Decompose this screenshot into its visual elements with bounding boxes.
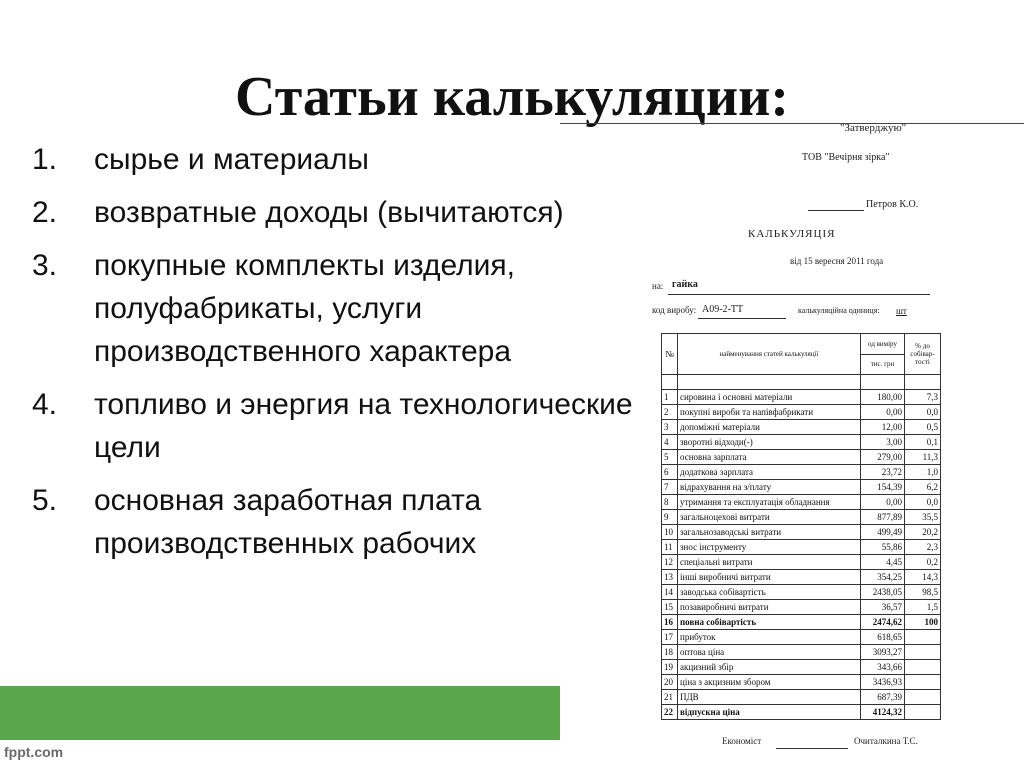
row-sum: 877,89 (861, 510, 905, 525)
row-name: позавиробничі витрати (678, 600, 861, 615)
table-row (662, 405, 941, 420)
code-label: код виробу: (652, 305, 697, 315)
row-sum: 2474,62 (861, 615, 905, 630)
table-row (662, 420, 941, 435)
row-number: 21 (662, 690, 678, 705)
row-pct (905, 675, 941, 690)
row-number: 8 (662, 495, 678, 510)
row-name: основна зарплата (678, 450, 861, 465)
signature-line (808, 210, 864, 211)
row-pct: 0,5 (905, 420, 941, 435)
row-name: ціна з акцизним збором (678, 675, 861, 690)
row-number: 13 (662, 570, 678, 585)
item-number: 2. (32, 196, 58, 229)
row-sum: 3436,93 (861, 675, 905, 690)
row-sum: 687,39 (861, 690, 905, 705)
row-number: 4 (662, 435, 678, 450)
table-row (662, 495, 941, 510)
row-name: відпускна ціна (678, 705, 861, 720)
row-sum: 55,86 (861, 540, 905, 555)
row-name: оптова ціна (678, 645, 861, 660)
row-pct (905, 705, 941, 720)
product-line (668, 294, 930, 295)
row-sum: 0,00 (861, 405, 905, 420)
table-row (662, 660, 941, 675)
row-number: 20 (662, 675, 678, 690)
row-number: 7 (662, 480, 678, 495)
row-pct: 14,3 (905, 570, 941, 585)
row-name: загальнозаводські витрати (678, 525, 861, 540)
header-name: найменування статей калькуляції (678, 334, 861, 375)
table-row (662, 585, 941, 600)
row-name: акцизний збір (678, 660, 861, 675)
unit-value: шт (896, 306, 907, 316)
row-pct: 0,0 (905, 405, 941, 420)
table-row (662, 450, 941, 465)
table-row (662, 555, 941, 570)
table-row (662, 675, 941, 690)
row-name: заводська собівартість (678, 585, 861, 600)
row-pct: 35,5 (905, 510, 941, 525)
row-pct (905, 690, 941, 705)
unit-label: калькуляційна одиниця: (798, 306, 880, 315)
item-text: покупные комплекты изделия, полуфабрикаты, услуги производственного характера (94, 249, 515, 368)
row-number: 1 (662, 390, 678, 405)
row-pct: 100 (905, 615, 941, 630)
row-pct: 7,3 (905, 390, 941, 405)
row-sum: 12,00 (861, 420, 905, 435)
row-pct: 0,1 (905, 435, 941, 450)
list-item (32, 138, 672, 181)
item-number: 5. (32, 484, 58, 517)
row-name: допоміжні матеріали (678, 420, 861, 435)
header-num: № (662, 334, 678, 375)
row-pct (905, 630, 941, 645)
table-row (662, 630, 941, 645)
row-sum: 279,00 (861, 450, 905, 465)
item-number: 3. (32, 249, 58, 282)
row-number: 14 (662, 585, 678, 600)
table-row (662, 525, 941, 540)
row-name: прибуток (678, 630, 861, 645)
footer-logo: fppt.com (4, 744, 64, 760)
economist-signature-line (776, 748, 848, 749)
row-pct: 11,3 (905, 450, 941, 465)
list-item (32, 191, 672, 234)
row-sum: 499,49 (861, 525, 905, 540)
row-number: 17 (662, 630, 678, 645)
row-pct: 0,0 (905, 495, 941, 510)
row-sum: 343,66 (861, 660, 905, 675)
row-name: повна собівартість (678, 615, 861, 630)
row-sum: 180,00 (861, 390, 905, 405)
document-heading: КАЛЬКУЛЯЦІЯ (748, 228, 836, 240)
header-pct: % до собівар-тості (905, 334, 941, 375)
row-pct: 1,0 (905, 465, 941, 480)
row-pct: 20,2 (905, 525, 941, 540)
row-sum: 3,00 (861, 435, 905, 450)
row-pct: 6,2 (905, 480, 941, 495)
row-sum: 618,65 (861, 630, 905, 645)
table-row (662, 690, 941, 705)
economist-name: Очиталкина Т.С. (854, 736, 918, 746)
calculation-table (661, 333, 941, 720)
item-text: возвратные доходы (вычитаются) (94, 196, 564, 229)
row-sum: 23,72 (861, 465, 905, 480)
row-sum: 354,25 (861, 570, 905, 585)
row-pct (905, 645, 941, 660)
table-row (662, 480, 941, 495)
table-row (662, 615, 941, 630)
row-number: 3 (662, 420, 678, 435)
row-sum: 36,57 (861, 600, 905, 615)
row-name: ПДВ (678, 690, 861, 705)
row-name: знос інструменту (678, 540, 861, 555)
code-line (698, 318, 786, 319)
row-name: сировина і основні матеріали (678, 390, 861, 405)
row-number: 18 (662, 645, 678, 660)
row-number: 16 (662, 615, 678, 630)
product-value: гайка (672, 279, 698, 290)
table-row (662, 435, 941, 450)
row-number: 11 (662, 540, 678, 555)
approve-label: "Затверджую" (840, 122, 907, 134)
item-number: 4. (32, 388, 58, 421)
row-number: 10 (662, 525, 678, 540)
row-name: загальноцехові витрати (678, 510, 861, 525)
item-number: 1. (32, 143, 58, 176)
row-pct (905, 660, 941, 675)
table-row (662, 465, 941, 480)
item-text: сырье и материалы (94, 143, 369, 176)
table-row (662, 600, 941, 615)
list-item (32, 383, 672, 469)
company-name: ТОВ "Вечірня зірка" (802, 152, 890, 163)
row-number: 15 (662, 600, 678, 615)
row-sum: 4,45 (861, 555, 905, 570)
row-name: інші виробничі витрати (678, 570, 861, 585)
table-row (662, 510, 941, 525)
table-row (662, 645, 941, 660)
row-sum: 0,00 (861, 495, 905, 510)
row-number: 6 (662, 465, 678, 480)
slide-title: Статьи калькуляции: (234, 66, 789, 128)
list-item (32, 244, 672, 373)
table-row (662, 375, 941, 390)
row-name: утримання та експлуатація обладнання (678, 495, 861, 510)
table-row (662, 570, 941, 585)
row-number: 5 (662, 450, 678, 465)
row-name: спеціальні витрати (678, 555, 861, 570)
signer-name: Петров К.О. (866, 199, 919, 210)
row-sum: 3093,27 (861, 645, 905, 660)
row-name: відрахування на з/плату (678, 480, 861, 495)
table-row (662, 705, 941, 720)
row-number: 22 (662, 705, 678, 720)
header-sum: од виміру (861, 334, 905, 355)
accent-band (0, 686, 560, 740)
item-text: основная заработная плата производственных рабочих (94, 484, 482, 560)
row-sum: 2438,05 (861, 585, 905, 600)
table-body (662, 375, 941, 720)
costing-items-list (32, 138, 672, 575)
row-pct: 2,3 (905, 540, 941, 555)
row-name: покупні вироби та напівфабрикати (678, 405, 861, 420)
row-number: 19 (662, 660, 678, 675)
row-number: 12 (662, 555, 678, 570)
row-name: зворотні відходи(-) (678, 435, 861, 450)
table-header-row (662, 334, 941, 355)
row-pct: 98,5 (905, 585, 941, 600)
economist-label: Економіст (722, 736, 762, 746)
code-value: А09-2-ТТ (702, 304, 744, 315)
document-date: від 15 вересня 2011 года (790, 256, 884, 266)
header-sum-unit: тис. грн (861, 354, 905, 375)
item-text: топливо и энергия на технологические цели (94, 388, 633, 464)
table-row (662, 390, 941, 405)
row-pct: 1,5 (905, 600, 941, 615)
list-item (32, 479, 672, 565)
row-pct: 0,2 (905, 555, 941, 570)
product-label: на: (652, 281, 664, 291)
row-number: 2 (662, 405, 678, 420)
row-name: додаткова зарплата (678, 465, 861, 480)
table-row (662, 540, 941, 555)
row-sum: 154,39 (861, 480, 905, 495)
row-number: 9 (662, 510, 678, 525)
row-sum: 4124,32 (861, 705, 905, 720)
